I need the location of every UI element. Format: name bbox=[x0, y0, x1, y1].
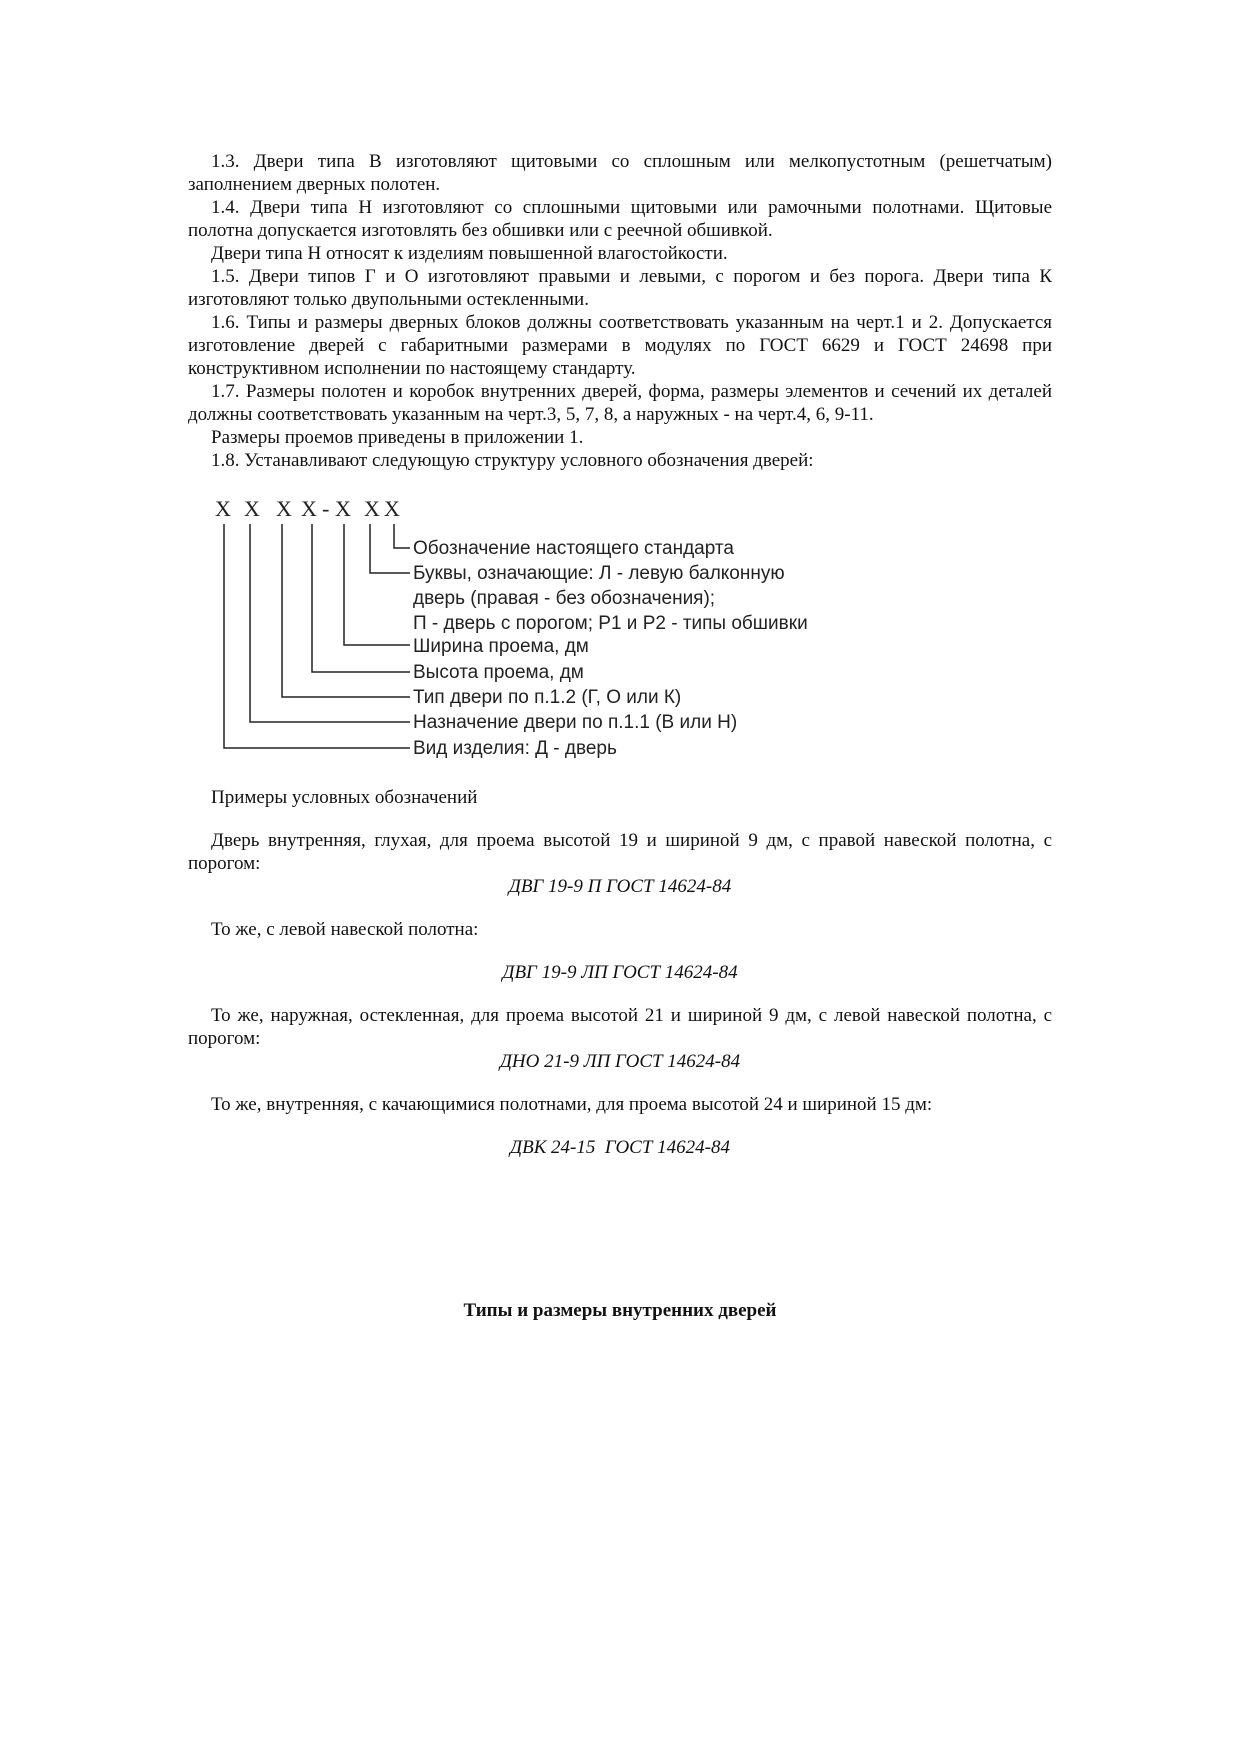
code-char-1: X bbox=[215, 496, 231, 521]
label-height: Высота проема, дм bbox=[413, 662, 584, 683]
section-heading: Типы и размеры внутренних дверей bbox=[463, 1300, 777, 1321]
example-1-text: Дверь внутренняя, глухая, для проема высотой 19 и шириной 9 дм, с правой навеской полотна, с порогом: bbox=[188, 830, 1052, 874]
paragraph-1-7: 1.7. Размеры полотен и коробок внутренних дверей, форма, размеры элементов и сечений их деталей должны соответствовать указанным на черт.3, 5, 7, 8, а наружных - на черт.4, 6, 9-11. bbox=[188, 381, 1052, 425]
label-product: Вид изделия: Д - дверь bbox=[413, 738, 617, 759]
connector-lines bbox=[224, 524, 410, 748]
label-letters-cont: дверь (правая - без обозначения); bbox=[413, 588, 716, 609]
paragraph-1-7-note: Размеры проемов приведены в приложении 1. bbox=[211, 427, 584, 448]
document-page bbox=[188, 150, 1052, 1322]
code-char-7: X bbox=[384, 496, 400, 521]
label-door-type: Тип двери по п.1.2 (Г, О или К) bbox=[413, 687, 682, 708]
spacer bbox=[188, 898, 1052, 918]
label-letters: Буквы, означающие: Л - левую балконную bbox=[413, 563, 785, 584]
spacer bbox=[188, 1159, 1052, 1299]
paragraph-1-8: 1.8. Устанавливают следующую структуру условного обозначения дверей: bbox=[211, 450, 814, 471]
paragraph-1-6: 1.6. Типы и размеры дверных блоков должны соответствовать указанным на черт.1 и 2. Допускается изготовление дверей с габаритными размерами в модулях по ГОСТ 6629 и ГОСТ 24698 при конструктивном исполнении по настоящему стандарту. bbox=[188, 312, 1052, 379]
example-2-code: ДВГ 19-9 ЛП ГОСТ 14624-84 bbox=[502, 962, 738, 983]
example-3-code: ДНО 21-9 ЛП ГОСТ 14624-84 bbox=[499, 1051, 741, 1072]
code-char-3: X bbox=[276, 496, 292, 521]
label-threshold: П - дверь с порогом; Р1 и Р2 - типы обшивки bbox=[413, 613, 808, 634]
example-4-text: То же, внутренняя, с качающимися полотнами, для проема высотой 24 и шириной 15 дм: bbox=[211, 1094, 933, 1115]
examples-title: Примеры условных обозначений bbox=[211, 787, 478, 808]
example-3-text: То же, наружная, остекленная, для проема высотой 21 и шириной 9 дм, с левой навеской полотна, с порогом: bbox=[188, 1005, 1052, 1049]
code-char-5: X bbox=[335, 496, 351, 521]
designation-structure-diagram bbox=[188, 490, 1052, 784]
code-char-4: X bbox=[301, 496, 317, 521]
paragraph-1-3: 1.3. Двери типа В изготовляют щитовыми со сплошным или мелкопустотным (решетчатым) заполнением дверных полотен. bbox=[188, 151, 1052, 195]
example-2-text: То же, с левой навеской полотна: bbox=[211, 919, 479, 940]
paragraph-1-5: 1.5. Двери типов Г и О изготовляют правыми и левыми, с порогом и без порога. Двери типа К изготовляют только двупольными остекленными. bbox=[188, 266, 1052, 310]
code-char-6: X bbox=[364, 496, 380, 521]
spacer bbox=[188, 941, 1052, 961]
label-purpose: Назначение двери по п.1.1 (В или Н) bbox=[413, 712, 738, 733]
spacer bbox=[188, 809, 1052, 829]
designation-diagram-svg bbox=[188, 490, 1052, 784]
code-char-2: X bbox=[244, 496, 260, 521]
spacer bbox=[188, 1116, 1052, 1136]
paragraph-1-4-note: Двери типа Н относят к изделиям повышенной влагостойкости. bbox=[211, 243, 728, 264]
paragraph-1-4: 1.4. Двери типа Н изготовляют со сплошными щитовыми или рамочными полотнами. Щитовые полотна допускается изготовлять без обшивки или с реечной обшивкой. bbox=[188, 197, 1052, 241]
spacer bbox=[188, 1073, 1052, 1093]
code-dash: - bbox=[322, 496, 330, 521]
example-1-code: ДВГ 19-9 П ГОСТ 14624-84 bbox=[508, 876, 732, 897]
example-4-code: ДВК 24-15 ГОСТ 14624-84 bbox=[510, 1137, 730, 1158]
spacer bbox=[188, 984, 1052, 1004]
label-width: Ширина проема, дм bbox=[413, 636, 589, 657]
label-standard: Обозначение настоящего стандарта bbox=[413, 538, 734, 559]
